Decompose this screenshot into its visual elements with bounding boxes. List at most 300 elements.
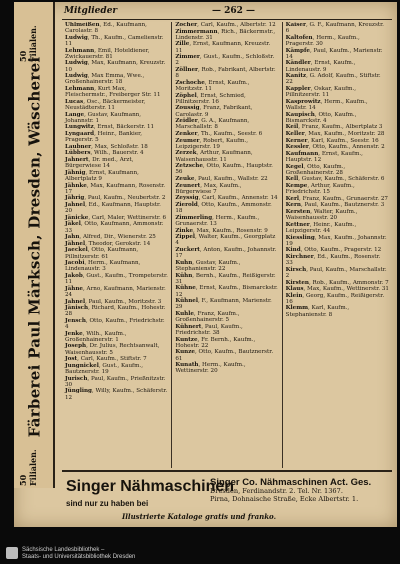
- entry-name: Kempe: [285, 182, 308, 189]
- entry-name: Zerzek: [175, 150, 197, 157]
- directory-entry: Zinke, Max, Kaufm., Rosenstr. 9: [175, 227, 268, 234]
- library-logo-icon: [6, 547, 18, 559]
- entry-details: Anton, Kaufm., Johannstr. 17: [175, 246, 277, 260]
- directory-entry: Lucas, Osc., Bäckermeister, Neustädterstr. 11: [65, 98, 146, 111]
- ad-company-block: [210, 477, 390, 504]
- directory-entry: Zimmer, Gust., Kaufm., Schloßstr. 2: [175, 54, 275, 67]
- entry-details: Arthur, Kaufm., Friedrichstr. 15: [285, 182, 355, 196]
- entry-name: Klein: [285, 292, 303, 299]
- entry-details: Ernst, Bäckerstr. 11: [97, 124, 155, 131]
- entry-name: Kunath: [175, 362, 199, 369]
- entry-name: Uhlmeißen: [65, 22, 100, 28]
- entry-details: Gustav, Kaufm., Stephanienstr. 22: [175, 259, 241, 272]
- entry-details: Ernst, Kaufm., Moritzstr. 11: [175, 79, 250, 92]
- entry-details: Dr. Julius, Rechtsanwalt, Waisenhausstr. 5: [65, 343, 160, 356]
- directory-entry: Jakob, Gust., Kaufm., Trompeterstr. 11: [65, 272, 168, 286]
- entry-name: Kerl: [285, 195, 300, 202]
- entry-name: Jänisch: [65, 305, 89, 312]
- entry-details: Richard, Kaufm., Hohestr. 28: [65, 305, 166, 318]
- column-1: [62, 22, 172, 468]
- entry-details: Fr. Bernh., Kaufm., Hohestr. 22: [175, 336, 256, 349]
- entry-name: Zeidler: [175, 118, 198, 125]
- entry-details: Oskar, Kaufm., Pillnitzerstr. 11: [285, 85, 357, 99]
- ad-catalog: Illustrierte Kataloge gratis und franko.: [122, 512, 277, 521]
- entry-name: Kaiser: [285, 22, 306, 28]
- directory-entry: Kühnel, F., Kaufmann, Marienstr. 29: [175, 298, 272, 311]
- directory-entry: Jahnert, Dr. med., Arzt, Bürgerwiese 14: [65, 156, 134, 170]
- entry-details: Paul, Kaufm., Bautznerstr. 3: [304, 202, 385, 209]
- entry-name: Jahnert: [65, 156, 89, 163]
- directory-entry: Kasprowitz, Herm., Kaufm., Wallstr. 14: [285, 98, 368, 111]
- entry-name: Kern: [285, 202, 301, 209]
- directory-entry: Zeumer, Robert, Kaufm., Leipzigerstr. 19: [175, 137, 249, 150]
- entry-name: Ludwig: [65, 34, 88, 41]
- entry-details: Gust., Kaufm., Bautznerstr. 19: [65, 362, 143, 376]
- entry-details: Wilh., Kaufm., Großenhainerstr. 1: [65, 330, 127, 343]
- entry-details: Otto, Kaufm., Bismarckstr. 4: [285, 111, 357, 124]
- entry-details: Franz, Fabrikant, Carolastr. 9: [175, 105, 253, 118]
- directory-entry: Jähnel, Theodor, Gerokstr. 14: [65, 240, 151, 247]
- entry-name: Kuhn: [175, 259, 193, 266]
- directory-entry: Kiessling, Max, Kaufm., Johannstr. 19: [285, 234, 387, 247]
- entry-name: Lyngaard: [65, 130, 95, 137]
- entry-details: Max, Kaufm., Johannstr. 19: [285, 234, 387, 247]
- directory-entry: Kuntze, Fr. Bernh., Kaufm., Hohestr. 22: [175, 336, 256, 349]
- entry-details: Heinr., Bankier, Pragerstr. 5: [65, 130, 142, 144]
- entry-details: Otto, Kaufm., Bautznerstr. 61: [175, 349, 274, 362]
- directory-entry: Jahnel, Paul, Kaufm., Moritzstr. 3: [65, 298, 162, 305]
- entry-name: Jakob: [65, 272, 83, 279]
- entry-details: Paul, Kaufm., Moritzstr. 3: [88, 298, 162, 305]
- directory-entry: Lange, Gustav, Kaufmann, Johannstr. 1: [65, 111, 142, 124]
- vertical-ad-text: [24, 56, 43, 438]
- entry-details: Max, Schloßstr. 18: [94, 143, 148, 150]
- directory-entry: Kaltofen, Herm., Kaufm., Pragerstr. 30: [285, 34, 360, 47]
- entry-details: Paul, Kaufm., Wallstr. 22: [198, 175, 268, 182]
- entry-name: Kerner: [285, 137, 308, 144]
- directory-entry: Ludwig, Max, Kaufmann, Kreuzstr. 10: [65, 60, 166, 73]
- entry-name: Zierold: [175, 201, 198, 208]
- directory-entry: Jungnickel, Gust., Kaufm., Bautznerstr. 19: [65, 362, 143, 376]
- entry-name: Kersten: [285, 208, 311, 215]
- directory-entry: Kessler, Otto, Kaufm., Annenstr. 2: [285, 144, 385, 151]
- entry-details: Georg, Kaufm., Reißigerstr. 16: [285, 292, 385, 305]
- entry-name: Jurisch: [65, 375, 88, 382]
- page-header: [62, 5, 392, 20]
- entry-details: G. F., Kaufmann, Kreuzstr. 6: [285, 22, 384, 35]
- directory-entry: Zille, Ernst, Kaufmann, Kreuzstr. 11: [175, 41, 271, 54]
- entry-name: Joseph: [65, 343, 87, 350]
- directory-entry: Zeunert, Max, Kaufm., Bürgerwiese 7: [175, 182, 242, 195]
- entry-details: Franz, Kaufm., Großenhainerstr. 5: [175, 310, 240, 324]
- entry-name: Klemm: [285, 305, 309, 312]
- entry-details: Herm., Kaufmann, Lindenaustr. 3: [65, 260, 141, 273]
- directory-entry: Zuckert, Anton, Kaufm., Johannstr. 17: [175, 246, 277, 260]
- entry-details: Franz, Kaufm., Albertplatz 3: [301, 124, 383, 131]
- entry-details: Ernst, Kaufm., Hauptstr. 12: [285, 150, 363, 163]
- ad-address: Dresden, Ferdinandstr. 2. Tel. Nr. 1367.: [210, 487, 343, 495]
- entry-details: Otto, Kaufmann, Ammonstr. 33: [65, 221, 164, 234]
- directory-entry: Kirchner, Ed., Kaufm., Rosenstr. 33: [285, 253, 381, 267]
- directory-entry: Kühnert, Paul, Kaufm., Friedrichstr. 38: [175, 323, 243, 336]
- directory-entry: Zocher, Carl, Kaufm., Albertstr. 12: [175, 22, 276, 28]
- entry-name: Kasprowitz: [285, 98, 321, 105]
- page-number: — 262 —: [212, 6, 256, 16]
- footer-text: [22, 547, 135, 561]
- entry-name: Jänicke: [65, 214, 89, 221]
- entry-details: Paul, Kaufm., Marschallstr. 2: [285, 266, 387, 279]
- entry-details: Karl, Kaufm., Stephanienstr. 8: [285, 305, 350, 318]
- entry-details: Paul, Kaufm., Friedrichstr. 38: [175, 323, 243, 336]
- entry-name: Kühne: [175, 285, 196, 292]
- entry-details: Max, Kaufm., Wettinerstr. 31: [307, 286, 389, 293]
- entry-name: Zoussig: [175, 105, 200, 112]
- entry-name: Lübbers: [65, 150, 91, 157]
- directory-entry: Lübbers, Wilh., Bauerstr. 4: [65, 150, 144, 157]
- entry-name: Jungnickel: [65, 362, 99, 369]
- entry-name: Zuckert: [175, 246, 200, 253]
- entry-details: Carl, Kaufm., Albertstr. 12: [200, 22, 276, 28]
- directory-entry: Kern, Paul, Kaufm., Bautznerstr. 3: [285, 202, 385, 209]
- entry-details: Otto, Kaufm., Großenhainerstr. 28: [285, 163, 346, 176]
- entry-details: Carl, Kaufm., Stiftstr. 7: [80, 356, 147, 363]
- directory-entry: Lehmann, Emil, Hoteldiener, Zwickauerstr. 81: [65, 47, 150, 60]
- entry-details: Max, Kaufmann, Rosenstr. 17: [65, 182, 166, 195]
- ad-main-line: Färberei Paul Märksch, Dresden, Wäscherei: [25, 56, 43, 438]
- directory-entry: Jänicke, Carl, Maler, Wettinerstr. 6: [65, 214, 167, 221]
- entry-name: Kaufmann: [285, 150, 319, 157]
- entry-details: Gust., Kaufm., Schloßstr. 2: [175, 54, 275, 67]
- entry-details: Ernst, Kaufm., Bismarckstr. 12: [175, 285, 278, 298]
- entry-details: Ed., Kaufmann, Carolastr. 8: [65, 22, 147, 35]
- entry-name: Kirsten: [285, 279, 309, 286]
- directory-entry: Kaupisch, Otto, Kaufm., Bismarckstr. 4: [285, 111, 357, 124]
- entry-details: Theodor, Gerokstr. 14: [88, 240, 151, 247]
- entry-details: Paul, Kaufm., Neubertstr. 2: [87, 195, 166, 202]
- entry-details: Ed., Kaufmann, Hauptstr. 20: [65, 201, 161, 215]
- entry-details: Ernst, Schmied, Pillnitzerstr. 16: [175, 92, 246, 105]
- directory-entry: Jährig, Paul, Kaufm., Neubertstr. 2: [65, 195, 166, 202]
- entry-details: F., Kaufmann, Marienstr. 29: [175, 298, 272, 311]
- entry-name: Jensch: [65, 317, 86, 324]
- entry-details: Heinr., Kaufm., Leipzigerstr. 44: [285, 221, 357, 234]
- entry-details: Th., Kaufm., Camelienstr. 11: [65, 34, 164, 47]
- entry-details: Robert, Kaufm., Leipzigerstr. 19: [175, 137, 249, 150]
- entry-details: Th., Kaufm., Seestr. 6: [200, 130, 263, 137]
- entry-details: Otto, Kaufm., Pragerstr. 12: [304, 247, 382, 254]
- directory-entry: Lehmann, Kurt Max, Fleischermstr., Freiberger Str. 11: [65, 85, 161, 99]
- entry-details: Rob., Fabrikant, Albertstr. 8: [175, 66, 276, 80]
- entry-name: Zöphel: [175, 92, 197, 99]
- directory-entry: Jost, Carl, Kaufm., Stiftstr. 7: [65, 356, 147, 363]
- entry-details: G. Adolf, Kaufm., Stiftstr. 22: [285, 73, 381, 86]
- entry-name: Zetzsche: [175, 163, 203, 170]
- ad-company: Singer Co. Nähmaschinen Act. Ges.: [210, 477, 372, 488]
- directory-entry: Jensch, Otto, Kaufm., Friedrichstr. 4: [65, 317, 165, 331]
- entry-name: Kühnert: [175, 323, 202, 330]
- entry-name: Jahnel: [65, 298, 86, 305]
- entry-name: Zöllner: [175, 66, 198, 73]
- directory-entry: Zeuke, Paul, Kaufm., Wallstr. 22: [175, 175, 268, 182]
- entry-name: Zinke: [175, 227, 194, 234]
- directory-entry: Kell, Gustav, Kaufm., Schäferstr. 6: [285, 176, 385, 183]
- ad-branch: Pirna, Dohnaische Straße, Ecke Albertstr. 1.: [210, 494, 359, 503]
- entry-details: Osc., Bäckermeister, Neustädterstr. 11: [65, 98, 146, 111]
- ad-brand: Singer Nähmaschinen: [66, 478, 235, 495]
- entry-name: Kegel: [285, 163, 304, 170]
- footer-line-1: Sächsische Landesbibliothek –: [22, 547, 105, 553]
- directory-entry: Jahn, Alfred, Dir., Wienerstr. 25: [65, 234, 156, 241]
- entry-name: Klaus: [285, 286, 304, 293]
- directory-entry: Jüngling, Willy, Kaufm., Schäferstr. 12: [65, 388, 168, 401]
- entry-details: Dr. med., Arzt, Bürgerwiese 14: [65, 156, 134, 170]
- directory-entry: Jenke, Wilh., Kaufm., Großenhainerstr. 1: [65, 330, 127, 343]
- library-footer: [0, 530, 400, 564]
- directory-entry: Jähne, Arno, Kaufmann, Marienstr. 24: [65, 285, 166, 298]
- entry-name: Kappler: [285, 85, 311, 92]
- entry-details: Herm., Kaufm., Wettinerstr. 20: [175, 362, 246, 375]
- directory-entry: Kuhle, Franz, Kaufm., Großenhainerstr. 5: [175, 310, 240, 324]
- directory-entry: Jähnke, Max, Kaufmann, Rosenstr. 17: [65, 182, 166, 195]
- directory-entry: Kappler, Oskar, Kaufm., Pillnitzerstr. 11: [285, 85, 357, 99]
- entry-details: Paul, Kaufm., Prießnitzstr. 30: [65, 375, 166, 388]
- directory-entry: Jäkel, Otto, Kaufmann, Ammonstr. 33: [65, 221, 164, 234]
- scanned-page: [14, 2, 397, 527]
- directory-entry: Lyngaard, Heinr., Bankier, Pragerstr. 5: [65, 130, 142, 144]
- entry-name: Zimmerling: [175, 214, 213, 221]
- directory-entry: Kändler, Ernst, Kaufm., Lindenaustr. 9: [285, 60, 356, 73]
- entry-details: Franz, Kaufm., Grunaerstr. 27: [302, 195, 388, 202]
- entry-details: Ernst, Kaufmann, Albertplatz 9: [65, 169, 139, 182]
- directory-entry: Jacobi, Herm., Kaufmann, Lindenaustr. 3: [65, 260, 141, 273]
- entry-name: Jaeckel: [65, 247, 88, 254]
- directory-entry: Zöllner, Rob., Fabrikant, Albertstr. 8: [175, 66, 276, 80]
- entry-details: Walter, Kaufm., Georgplatz 4: [175, 234, 276, 247]
- directory-entry: Zippel, Walter, Kaufm., Georgplatz 4: [175, 234, 276, 247]
- entry-name: Jähnig: [65, 169, 86, 176]
- entry-details: Otto, Kaufmann, Pillnitzerstr. 61: [65, 247, 139, 260]
- entry-name: Lehmann: [65, 47, 95, 54]
- directory-entry: Klemm, Karl, Kaufm., Stephanienstr. 8: [285, 305, 350, 318]
- entry-name: Kind: [285, 247, 301, 254]
- entry-name: Kunze: [175, 349, 195, 356]
- entry-name: Kuhle: [175, 310, 194, 317]
- entry-details: Ed., Kaufm., Rosenstr. 33: [285, 253, 381, 267]
- directory-entry: Jähnig, Ernst, Kaufmann, Albertplatz 9: [65, 169, 139, 182]
- entry-name: Lehmann: [65, 85, 95, 92]
- directory-columns: [62, 22, 392, 468]
- directory-entry: Jurisch, Paul, Kaufm., Prießnitzstr. 30: [65, 375, 166, 388]
- directory-entry: Zeidler, G. A., Kaufmann, Marschallstr. 8: [175, 118, 250, 131]
- entry-name: Kuntze: [175, 336, 198, 343]
- entry-name: Keil: [285, 124, 299, 131]
- entry-details: Bernh., Kaufm., Reißigerstr. 31: [175, 272, 276, 285]
- directory-entry: Kuhn, Gustav, Kaufm., Stephanienstr. 22: [175, 259, 241, 272]
- entry-details: Wilh., Bauerstr. 4: [94, 150, 144, 157]
- directory-entry: Zetzsche, Otto, Kaufm., Hauptstr. 56: [175, 163, 273, 176]
- entry-details: Max, Kaufmann, Kreuzstr. 10: [65, 60, 166, 73]
- entry-details: Gustav, Kaufmann, Johannstr. 1: [65, 111, 142, 124]
- entry-name: Kirsch: [285, 266, 307, 273]
- entry-details: Otto, Kaufm., Hauptstr. 56: [175, 163, 273, 176]
- directory-entry: Kühn, Bernh., Kaufm., Reißigerstr. 31: [175, 272, 276, 285]
- entry-details: Ernst, Kaufm., Lindenaustr. 9: [285, 60, 356, 73]
- entry-details: Otto, Kaufm., Annenstr. 2: [312, 144, 385, 151]
- directory-entry: Kind, Otto, Kaufm., Pragerstr. 12: [285, 247, 382, 254]
- entry-name: Kändler: [285, 60, 311, 67]
- entry-name: Kettner: [285, 221, 310, 228]
- ad-corner-bottom: 50 Filialen.: [18, 449, 38, 486]
- entry-name: Jäkel: [65, 221, 81, 228]
- directory-entry: Kaiser, G. F., Kaufmann, Kreuzstr. 6: [285, 22, 384, 35]
- directory-entry: Klein, Georg, Kaufm., Reißigerstr. 16: [285, 292, 385, 305]
- directory-entry: Kersten, Walter, Kaufm., Waisenhausstr. 20: [285, 208, 358, 222]
- section-title: Mitglieder: [64, 6, 118, 16]
- entry-name: Jacobi: [65, 260, 85, 267]
- entry-name: Ludwig: [65, 73, 88, 80]
- entry-name: Lungwitz: [65, 124, 94, 131]
- entry-name: Ludwig: [65, 60, 88, 67]
- entry-details: Kurt Max, Fleischermstr., Freiberger Str. 11: [65, 85, 161, 99]
- entry-name: Kaltofen: [285, 34, 313, 41]
- entry-name: Kell: [285, 176, 299, 183]
- entry-name: Zeuke: [175, 175, 195, 182]
- directory-entry: Kegel, Otto, Kaufm., Großenhainerstr. 28: [285, 163, 346, 176]
- entry-details: Gust., Kaufm., Trompeterstr. 11: [65, 272, 168, 286]
- entry-name: Zimmermann: [175, 28, 218, 35]
- entry-details: Herm., Kaufm., Pragerstr. 30: [285, 34, 360, 47]
- entry-name: Kühnel: [175, 298, 198, 305]
- entry-details: Ernst, Kaufmann, Kreuzstr. 11: [175, 41, 271, 54]
- entry-details: Max, Kaufm., Moritzstr. 28: [308, 130, 385, 137]
- directory-entry: Zöphel, Ernst, Schmied, Pillnitzerstr. 16: [175, 92, 246, 105]
- entry-details: Max, Kaufm., Rosenstr. 9: [196, 227, 268, 234]
- entry-details: Gustav, Kaufm., Schäferstr. 6: [301, 176, 385, 183]
- entry-name: Jahn: [65, 234, 80, 241]
- entry-details: Emil, Hoteldiener, Zwickauerstr. 81: [65, 47, 150, 60]
- directory-entry: Ludwig, Th., Kaufm., Camelienstr. 11: [65, 34, 164, 47]
- directory-entry: Kerner, Karl, Kaufm., Seestr. 16: [285, 137, 379, 144]
- entry-name: Jost: [65, 356, 78, 363]
- directory-entry: Keil, Franz, Kaufm., Albertplatz 3: [285, 124, 383, 131]
- entry-name: Zeumer: [175, 137, 200, 144]
- directory-entry: Lungwitz, Ernst, Bäckerstr. 11: [65, 124, 155, 131]
- entry-name: Jährig: [65, 195, 85, 202]
- entry-name: Zocher: [175, 22, 198, 28]
- entry-name: Zeunert: [175, 182, 201, 189]
- directory-entry: Klaus, Max, Kaufm., Wettinerstr. 31: [285, 286, 389, 293]
- entry-details: Carl, Kaufm., Annenstr. 14: [202, 195, 278, 202]
- entry-details: Alfred, Dir., Wienerstr. 25: [82, 234, 156, 241]
- directory-entry: Zimmerling, Herm., Kaufm., Grunaerstr. 13: [175, 214, 260, 227]
- directory-entry: Kirsch, Paul, Kaufm., Marschallstr. 2: [285, 266, 387, 279]
- entry-details: Max, Kaufm., Bürgerwiese 7: [175, 182, 242, 195]
- directory-entry: Kunze, Otto, Kaufm., Bautznerstr. 61: [175, 349, 274, 362]
- entry-details: Rob., Kaufm., Ammonstr. 7: [312, 279, 389, 286]
- entry-details: Carl, Maler, Wettinerstr. 6: [91, 214, 167, 221]
- directory-entry: Zimmermann, Rich., Bäckermstr., Lindenstr. 31: [175, 28, 276, 41]
- ad-note: sind nur zu haben bei: [66, 499, 149, 508]
- entry-details: Arthur, Kaufmann, Waisenhausstr. 11: [175, 150, 253, 163]
- directory-entry: Keller, Max, Kaufm., Moritzstr. 28: [285, 130, 385, 137]
- directory-entry: Joseph, Dr. Julius, Rechtsanwalt, Waisenhausstr. 5: [65, 343, 160, 356]
- entry-name: Kaupisch: [285, 111, 315, 118]
- entry-details: Otto, Kaufm., Friedrichstr. 4: [65, 317, 165, 331]
- directory-entry: Zschoche, Ernst, Kaufm., Moritzstr. 11: [175, 79, 250, 92]
- footer-line-2: Staats- und Universitätsbibliothek Dresden: [22, 554, 136, 560]
- entry-details: Karl, Kaufm., Seestr. 16: [311, 137, 379, 144]
- entry-name: Jähne: [65, 285, 83, 292]
- entry-name: Jähnke: [65, 182, 87, 189]
- directory-entry: Laubner, Max, Schloßstr. 18: [65, 143, 148, 150]
- ad-corner-top: 50 Filialen.: [18, 25, 38, 62]
- entry-name: Kämpfe: [285, 47, 310, 54]
- directory-entry: Zoussig, Franz, Fabrikant, Carolastr. 9: [175, 105, 253, 118]
- entry-name: Kirchner: [285, 253, 314, 260]
- entry-details: Rich., Bäckermstr., Lindenstr. 31: [175, 28, 276, 41]
- directory-entry: Kaufmann, Ernst, Kaufm., Hauptstr. 12: [285, 150, 363, 163]
- entry-details: Herm., Kaufm., Grunaerstr. 13: [175, 214, 260, 227]
- entry-name: Zippel: [175, 234, 196, 241]
- directory-entry: Zierold, Otto, Kaufm., Ammonstr. 18: [175, 201, 272, 215]
- directory-entry: Kirsten, Rob., Kaufm., Ammonstr. 7: [285, 279, 389, 286]
- entry-details: Walter, Kaufm., Waisenhausstr. 20: [285, 208, 358, 222]
- vertical-advertisement: [14, 2, 55, 488]
- directory-entry: Kettner, Heinr., Kaufm., Leipzigerstr. 44: [285, 221, 357, 234]
- directory-entry: Kämpfe, Paul, Kaufm., Marienstr. 14: [285, 47, 383, 60]
- entry-name: Lange: [65, 111, 85, 118]
- entry-name: Zschoche: [175, 79, 205, 86]
- entry-details: Otto, Kaufm., Ammonstr. 18: [175, 201, 272, 215]
- directory-entry: Ludwig, Max Emma, Wwe., Großenhainerstr. 18: [65, 73, 145, 86]
- entry-name: Lucas: [65, 98, 84, 105]
- entry-name: Zille: [175, 41, 190, 48]
- entry-name: Kessler: [285, 144, 309, 151]
- entry-name: Zimmer: [175, 54, 200, 61]
- directory-entry: Zenker, Th., Kaufm., Seestr. 6: [175, 130, 263, 137]
- column-3: [283, 22, 392, 468]
- directory-entry: Uhlmeißen, Ed., Kaufmann, Carolastr. 8: [65, 22, 147, 35]
- column-2: [172, 22, 282, 468]
- entry-name: Kühn: [175, 272, 193, 279]
- directory-entry: Kempe, Arthur, Kaufm., Friedrichstr. 15: [285, 182, 355, 196]
- entry-details: Herm., Kaufm., Wallstr. 14: [285, 98, 368, 111]
- entry-name: Zeyssig: [175, 195, 199, 202]
- entry-details: Willy, Kaufm., Schäferstr. 12: [65, 388, 168, 401]
- entry-details: Arno, Kaufmann, Marienstr. 24: [65, 285, 166, 298]
- entry-name: Jüngling: [65, 388, 92, 395]
- directory-entry: Jahnel, Ed., Kaufmann, Hauptstr. 20: [65, 201, 161, 215]
- directory-entry: Zeyssig, Carl, Kaufm., Annenstr. 14: [175, 195, 278, 202]
- bottom-advertisement: [62, 470, 392, 528]
- directory-entry: Kunath, Herm., Kaufm., Wettinerstr. 20: [175, 362, 246, 375]
- entry-name: Jenke: [65, 330, 83, 337]
- entry-name: Jahnel: [65, 201, 86, 208]
- directory-entry: Kanitz, G. Adolf, Kaufm., Stiftstr. 22: [285, 73, 381, 86]
- entry-name: Laubner: [65, 143, 92, 150]
- entry-name: Jähnel: [65, 240, 86, 247]
- directory-entry: Kühne, Ernst, Kaufm., Bismarckstr. 12: [175, 285, 278, 298]
- directory-entry: Kerl, Franz, Kaufm., Grunaerstr. 27: [285, 195, 388, 202]
- directory-entry: Jaeckel, Otto, Kaufmann, Pillnitzerstr. 61: [65, 247, 139, 260]
- entry-name: Zenker: [175, 130, 198, 137]
- directory-entry: Jänisch, Richard, Kaufm., Hohestr. 28: [65, 305, 166, 318]
- entry-name: Keller: [285, 130, 305, 137]
- directory-entry: Zerzek, Arthur, Kaufmann, Waisenhausstr. 11: [175, 150, 253, 163]
- entry-details: Max Emma, Wwe., Großenhainerstr. 18: [65, 73, 145, 86]
- entry-name: Kanitz: [285, 73, 307, 80]
- entry-details: G. A., Kaufmann, Marschallstr. 8: [175, 118, 250, 131]
